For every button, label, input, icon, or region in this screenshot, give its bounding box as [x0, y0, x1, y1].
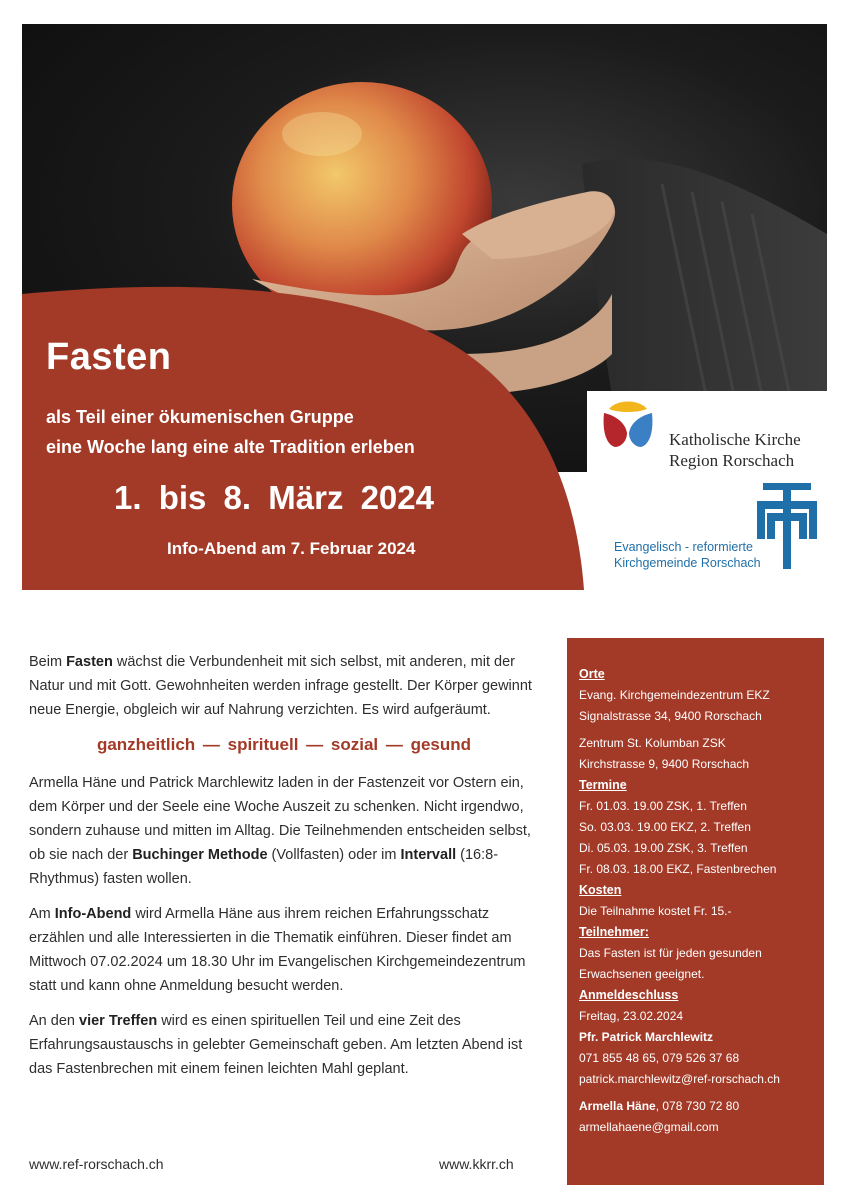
contact-2-phone: , 078 730 72 80 — [655, 1099, 740, 1113]
info-evening-paragraph — [29, 902, 539, 998]
anmeldeschluss-date: Freitag, 23.02.2024 — [579, 1009, 684, 1023]
reformed-church-line2: Kirchgemeinde Rorschach — [614, 556, 761, 570]
text-run-bold: Fasten — [66, 654, 113, 670]
termin-item: So. 03.03. 19.00 EKZ, 2. Treffen — [579, 820, 751, 834]
text-run: An den — [29, 1013, 79, 1029]
reformed-church-name — [614, 539, 761, 571]
contact-2-email[interactable]: armellahaene@gmail.com — [579, 1120, 719, 1134]
text-run: wird Armella Häne aus ihrem reichen Erfahrungsschatz erzählen und alle Interessierten in die Thematik einführen. Dieser findet am Mittwoch 07.02.2024 um 18.30 Uhr im Evangelischen Kirchgemeindezentrum statt und kann ohne Anmeldung besucht werden. — [29, 906, 526, 994]
info-evening-date: Info-Abend am 7. Februar 2024 — [167, 539, 416, 558]
location-2-address: Kirchstrasse 9, 9400 Rorschach — [579, 757, 750, 771]
kkrr-link[interactable]: www.kkrr.ch — [439, 1156, 514, 1172]
text-run-bold: vier Treffen — [79, 1013, 158, 1029]
contact-1-email[interactable]: patrick.marchlewitz@ref-rorschach.ch — [579, 1072, 780, 1086]
text-run-bold: Intervall — [400, 847, 457, 863]
termin-item: Fr. 08.03. 18.00 EKZ, Fastenbrechen — [579, 862, 777, 876]
text-run: wird es einen spirituellen Teil und eine Zeit des Erfahrungsaustauschs in gelebter Gemeinschaft geben. Am letzten Abend ist das Fastenbrechen mit einem feinen leichten Mahl geplant. — [29, 1013, 523, 1077]
kosten-text: Die Teilnahme kostet Fr. 15.- — [579, 904, 732, 918]
info-sidebar — [567, 638, 824, 1185]
text-run-bold: Buchinger Methode — [132, 847, 268, 863]
ref-rorschach-link[interactable]: www.ref-rorschach.ch — [29, 1156, 164, 1172]
text-run: Am — [29, 906, 55, 922]
reformed-church-logo-icon — [753, 483, 821, 569]
kosten-heading: Kosten — [579, 883, 622, 897]
hero-banner — [22, 24, 827, 590]
text-run: (Vollfasten) oder im — [267, 847, 401, 863]
location-1-name: Evang. Kirchgemeindezentrum EKZ — [579, 688, 770, 702]
termin-item: Fr. 01.03. 19.00 ZSK, 1. Treffen — [579, 799, 747, 813]
organizers-paragraph — [29, 771, 539, 891]
contact-1-name: Pfr. Patrick Marchlewitz — [579, 1030, 714, 1044]
meetings-paragraph — [29, 1009, 539, 1081]
location-1-address: Signalstrasse 34, 9400 Rorschach — [579, 709, 762, 723]
event-dates: 1. bis 8. März 2024 — [114, 479, 434, 516]
hero-title: Fasten — [46, 336, 172, 378]
logos-panel — [587, 391, 827, 590]
text-run: Armella Häne und Patrick Marchlewitz laden in der Fastenzeit vor Ostern ein, dem Körper und der Seele eine Woche Auszeit zu schenken. Nicht irgendwo, sondern zuhause und mitten im Alltag. Die Teilnehmenden entscheiden selbst, ob sie nach der — [29, 775, 531, 863]
text-run: Beim — [29, 654, 67, 670]
motto: ganzheitlich — spirituell — sozial — gesund — [96, 735, 472, 754]
teilnehmer-line1: Das Fasten ist für jeden gesunden — [579, 946, 762, 960]
termine-heading: Termine — [579, 778, 627, 792]
location-2-name: Zentrum St. Kolumban ZSK — [579, 736, 726, 750]
teilnehmer-line2: Erwachsenen geeignet. — [579, 967, 705, 981]
intro-paragraph — [29, 650, 539, 722]
catholic-church-line2: Region Rorschach — [669, 451, 795, 470]
contact-1-phone: 071 855 48 65, 079 526 37 68 — [579, 1051, 740, 1065]
main-text — [29, 650, 539, 1092]
hero-subtitle-line1: als Teil einer ökumenischen Gruppe — [46, 407, 354, 427]
teilnehmer-heading: Teilnehmer: — [579, 925, 649, 939]
catholic-church-line1: Katholische Kirche — [669, 430, 801, 449]
catholic-church-logo-icon — [601, 397, 655, 449]
text-run: wächst die Verbundenheit mit sich selbst, mit anderen, mit der Natur und mit Gott. Gewohnheiten werden infrage gestellt. Der Körper gewinnt neue Energie, obgleich wir auf Nahrung verzichten. Es wird aufgeräumt. — [29, 654, 532, 718]
hero-subtitle-line2: eine Woche lang eine alte Tradition erleben — [46, 437, 415, 457]
catholic-church-name — [669, 429, 801, 471]
termin-item: Di. 05.03. 19.00 ZSK, 3. Treffen — [579, 841, 748, 855]
reformed-church-line1: Evangelisch - reformierte — [614, 540, 753, 554]
anmeldeschluss-heading: Anmeldeschluss — [579, 988, 679, 1002]
hero-subtitle — [46, 402, 415, 462]
contact-2 — [579, 1096, 814, 1117]
text-run-bold: Info-Abend — [54, 906, 132, 922]
orte-heading: Orte — [579, 667, 605, 681]
contact-2-name: Armella Häne — [579, 1099, 656, 1113]
text-run: (16:8-Rhythmus) fasten wollen. — [29, 847, 499, 887]
